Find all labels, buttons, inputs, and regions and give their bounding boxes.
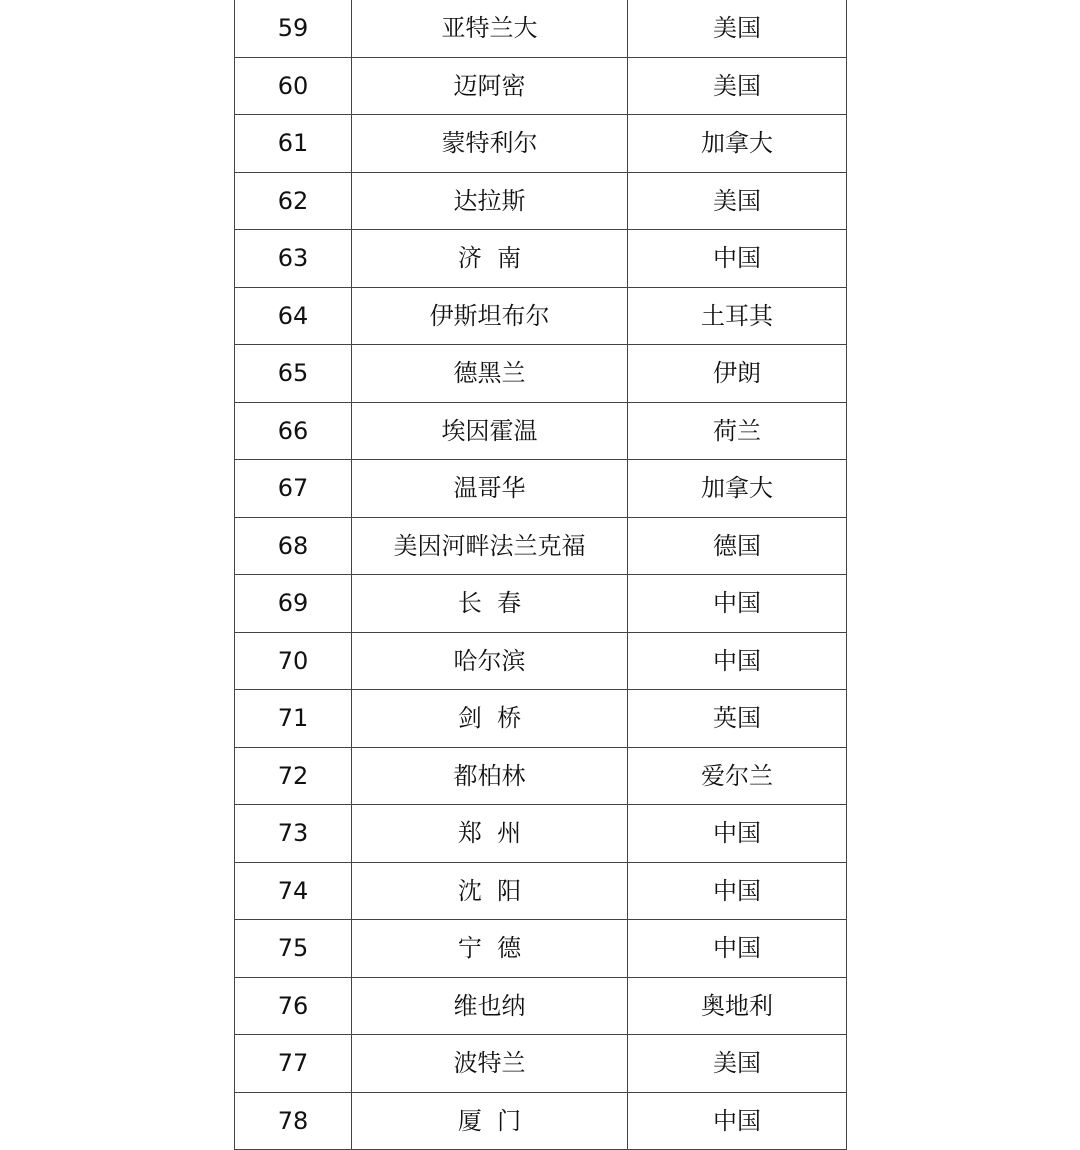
rank-cell: 60	[235, 57, 352, 115]
rank-cell: 59	[235, 0, 352, 57]
table-row	[235, 460, 847, 518]
table-row	[235, 517, 847, 575]
rank-cell: 70	[235, 632, 352, 690]
table-row	[235, 575, 847, 633]
country-cell: 中国	[628, 862, 847, 920]
table-row	[235, 402, 847, 460]
country-cell: 美国	[628, 172, 847, 230]
city-cell: 维也纳	[352, 977, 628, 1035]
rank-cell: 72	[235, 747, 352, 805]
city-cell: 郑 州	[352, 805, 628, 863]
country-cell: 伊朗	[628, 345, 847, 403]
table-row	[235, 747, 847, 805]
city-cell: 亚特兰大	[352, 0, 628, 57]
rank-cell: 66	[235, 402, 352, 460]
city-ranking-table	[234, 0, 847, 1150]
table-row	[235, 287, 847, 345]
city-cell: 温哥华	[352, 460, 628, 518]
city-cell: 厦 门	[352, 1092, 628, 1150]
rank-cell: 69	[235, 575, 352, 633]
table-row	[235, 172, 847, 230]
city-cell: 蒙特利尔	[352, 115, 628, 173]
country-cell: 中国	[628, 920, 847, 978]
country-cell: 美国	[628, 1035, 847, 1093]
country-cell: 中国	[628, 575, 847, 633]
rank-cell: 78	[235, 1092, 352, 1150]
city-cell: 哈尔滨	[352, 632, 628, 690]
city-cell: 美因河畔法兰克福	[352, 517, 628, 575]
table-row	[235, 1092, 847, 1150]
rank-cell: 67	[235, 460, 352, 518]
rank-cell: 76	[235, 977, 352, 1035]
table-row	[235, 115, 847, 173]
city-cell: 埃因霍温	[352, 402, 628, 460]
table-body	[235, 0, 847, 1150]
country-cell: 中国	[628, 632, 847, 690]
country-cell: 英国	[628, 690, 847, 748]
table-row	[235, 862, 847, 920]
rank-cell: 61	[235, 115, 352, 173]
table-row	[235, 230, 847, 288]
table-row	[235, 805, 847, 863]
city-cell: 济 南	[352, 230, 628, 288]
city-cell: 剑 桥	[352, 690, 628, 748]
rank-cell: 74	[235, 862, 352, 920]
rank-cell: 77	[235, 1035, 352, 1093]
country-cell: 德国	[628, 517, 847, 575]
city-cell: 达拉斯	[352, 172, 628, 230]
country-cell: 土耳其	[628, 287, 847, 345]
rank-cell: 68	[235, 517, 352, 575]
rank-cell: 65	[235, 345, 352, 403]
country-cell: 美国	[628, 57, 847, 115]
table-row	[235, 1035, 847, 1093]
country-cell: 中国	[628, 230, 847, 288]
table-row	[235, 920, 847, 978]
country-cell: 美国	[628, 0, 847, 57]
country-cell: 爱尔兰	[628, 747, 847, 805]
rank-cell: 71	[235, 690, 352, 748]
table-row	[235, 977, 847, 1035]
country-cell: 中国	[628, 1092, 847, 1150]
rank-cell: 75	[235, 920, 352, 978]
country-cell: 加拿大	[628, 115, 847, 173]
country-cell: 加拿大	[628, 460, 847, 518]
city-cell: 都柏林	[352, 747, 628, 805]
country-cell: 中国	[628, 805, 847, 863]
country-cell: 奥地利	[628, 977, 847, 1035]
rank-cell: 62	[235, 172, 352, 230]
city-cell: 长 春	[352, 575, 628, 633]
rank-cell: 64	[235, 287, 352, 345]
table-row	[235, 345, 847, 403]
rank-cell: 63	[235, 230, 352, 288]
table-row	[235, 632, 847, 690]
rank-cell: 73	[235, 805, 352, 863]
city-cell: 宁 德	[352, 920, 628, 978]
city-cell: 波特兰	[352, 1035, 628, 1093]
city-cell: 迈阿密	[352, 57, 628, 115]
city-cell: 伊斯坦布尔	[352, 287, 628, 345]
table-row	[235, 0, 847, 57]
city-cell: 沈 阳	[352, 862, 628, 920]
table-row	[235, 57, 847, 115]
city-cell: 德黑兰	[352, 345, 628, 403]
table-row	[235, 690, 847, 748]
country-cell: 荷兰	[628, 402, 847, 460]
